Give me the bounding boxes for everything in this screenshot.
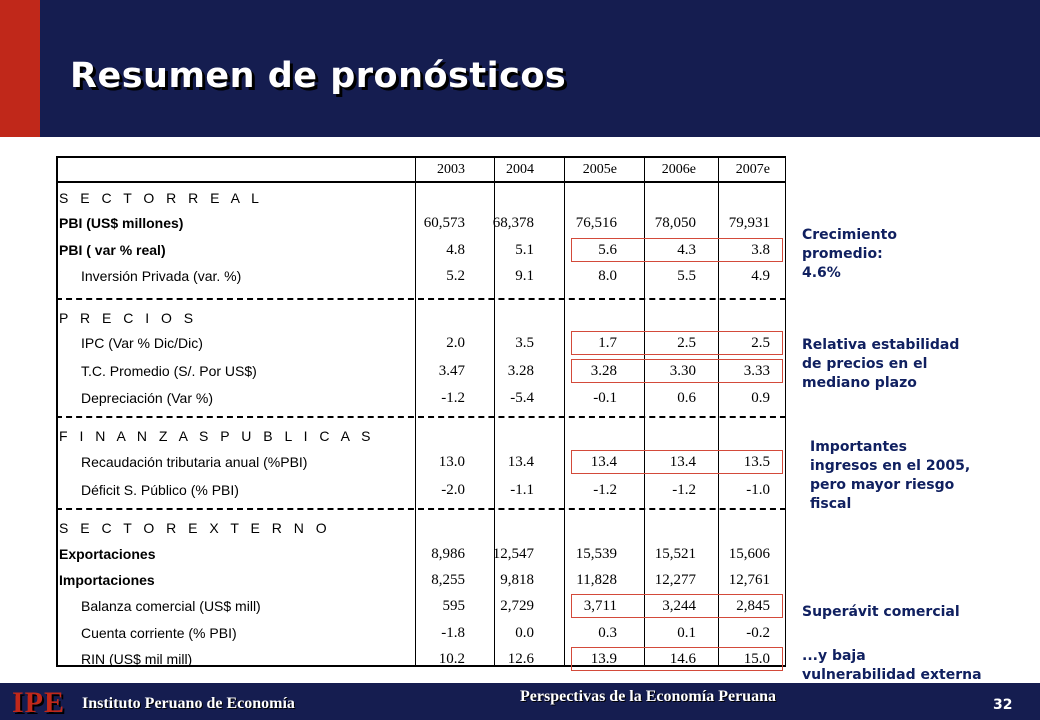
- row-label: Recaudación tributaria anual (%PBI): [81, 454, 308, 470]
- table-cell: 68,378: [492, 215, 534, 231]
- ipe-logo: IPE: [12, 686, 66, 719]
- year-header: 2004: [506, 162, 534, 177]
- table-cell: 0.6: [677, 390, 696, 406]
- table-cell: 4.9: [751, 268, 770, 284]
- table-cell: 15.0: [743, 651, 770, 667]
- table-cell: -1.2: [593, 482, 617, 498]
- note-superavit: Superávit comercial: [802, 604, 960, 620]
- table-cell: 3.47: [438, 363, 465, 379]
- section-heading: S E C T O R R E A L: [59, 190, 263, 206]
- table-cell: -0.2: [746, 625, 770, 641]
- row-label: Déficit S. Público (% PBI): [81, 482, 239, 498]
- note-crecimiento: Crecimiento promedio: 4.6%: [802, 227, 897, 281]
- table-cell: -1.0: [746, 482, 770, 498]
- table-cell: 0.3: [598, 625, 617, 641]
- table-cell: 3.30: [669, 363, 696, 379]
- table-cell: 11,828: [576, 572, 617, 588]
- table-cell: 9.1: [515, 268, 534, 284]
- year-header: 2003: [437, 162, 465, 177]
- table-row: [57, 211, 787, 235]
- highlight-box-tc: [571, 359, 783, 383]
- table-cell: 14.6: [669, 651, 696, 667]
- table-cell: 79,931: [728, 215, 770, 231]
- table-cell: 15,521: [654, 546, 696, 562]
- table-cell: 13.4: [507, 454, 534, 470]
- highlight-box-balanza: [571, 594, 783, 618]
- page-title: Resumen de pronósticos: [70, 56, 567, 96]
- footer-title: Perspectivas de la Economía Peruana: [520, 688, 776, 705]
- table-cell: 12,761: [728, 572, 770, 588]
- table-cell: 9,818: [500, 572, 534, 588]
- section-heading-row: [57, 424, 787, 448]
- highlight-box-ipc: [571, 331, 783, 355]
- row-label: Inversión Privada (var. %): [81, 268, 242, 284]
- table-cell: 3.8: [751, 242, 770, 258]
- row-label: Balanza comercial (US$ mill): [81, 598, 261, 614]
- highlight-box-pbi: [571, 238, 783, 262]
- table-cell: 60,573: [423, 215, 465, 231]
- row-label: Importaciones: [59, 572, 155, 588]
- section-divider: [56, 416, 786, 418]
- table-cell: 1.7: [598, 335, 617, 351]
- table-cell: 4.8: [446, 242, 465, 258]
- table-cell: 2.0: [446, 335, 465, 351]
- table-cell: -2.0: [441, 482, 465, 498]
- table-row: [57, 568, 787, 592]
- table-cell: 8,255: [431, 572, 465, 588]
- table-cell: 5.2: [446, 268, 465, 284]
- table-row: [57, 386, 787, 410]
- table-cell: 4.3: [677, 242, 696, 258]
- table-cell: 3.28: [590, 363, 617, 379]
- highlight-box-recaudacion: [571, 450, 783, 474]
- section-divider: [56, 298, 786, 300]
- table-cell: 13.9: [590, 651, 617, 667]
- table-cell: 13.5: [743, 454, 770, 470]
- table-cell: 3.28: [507, 363, 534, 379]
- red-accent-bar: [0, 0, 40, 137]
- table-cell: 3.33: [743, 363, 770, 379]
- row-label: PBI ( var % real): [59, 242, 166, 258]
- note-precios: Relativa estabilidad de precios en el mediano plazo: [802, 337, 960, 391]
- highlight-box-rin: [571, 647, 783, 671]
- title-banner: [0, 0, 1040, 137]
- page-number: 32: [993, 697, 1013, 713]
- table-cell: -1.1: [510, 482, 534, 498]
- table-cell: 3.5: [515, 335, 534, 351]
- table-cell: 12,547: [492, 546, 534, 562]
- section-heading-row: [57, 516, 787, 540]
- year-header: 2005e: [582, 162, 617, 177]
- table-cell: 3,711: [583, 598, 617, 614]
- row-label: IPC (Var % Dic/Dic): [81, 335, 203, 351]
- row-label: RIN (US$ mil mill): [81, 651, 193, 667]
- section-heading: S E C T O R E X T E R N O: [59, 520, 331, 536]
- table-cell: 12.6: [507, 651, 534, 667]
- table-cell: 15,606: [728, 546, 770, 562]
- table-cell: -1.2: [672, 482, 696, 498]
- year-header: 2006e: [661, 162, 696, 177]
- row-label: T.C. Promedio (S/. Por US$): [81, 363, 257, 379]
- table-cell: 595: [442, 598, 465, 614]
- table-cell: 8.0: [598, 268, 617, 284]
- table-cell: 3,244: [662, 598, 696, 614]
- table-cell: 0.1: [677, 625, 696, 641]
- year-header-row: [57, 158, 787, 182]
- table-cell: 2,845: [736, 598, 770, 614]
- table-row: [57, 542, 787, 566]
- table-cell: 78,050: [654, 215, 696, 231]
- table-row: [57, 621, 787, 645]
- table-cell: 5.6: [598, 242, 617, 258]
- section-heading: P R E C I O S: [59, 310, 198, 326]
- table-cell: 13.4: [669, 454, 696, 470]
- table-cell: 2,729: [500, 598, 534, 614]
- table-cell: 12,277: [654, 572, 696, 588]
- table-cell: 5.5: [677, 268, 696, 284]
- table-cell: 13.0: [438, 454, 465, 470]
- row-label: Depreciación (Var %): [81, 390, 214, 406]
- table-cell: 76,516: [575, 215, 617, 231]
- table-cell: -5.4: [510, 390, 534, 406]
- row-label: Cuenta corriente (% PBI): [81, 625, 237, 641]
- table-cell: 15,539: [575, 546, 617, 562]
- row-label: PBI (US$ millones): [59, 215, 184, 231]
- table-cell: 2.5: [751, 335, 770, 351]
- section-heading-row: [57, 186, 787, 210]
- table-cell: 13.4: [590, 454, 617, 470]
- table-cell: 10.2: [438, 651, 465, 667]
- table-cell: 0.9: [751, 390, 770, 406]
- table-cell: -1.8: [441, 625, 465, 641]
- row-label: Exportaciones: [59, 546, 156, 562]
- table-cell: -0.1: [593, 390, 617, 406]
- table-cell: 8,986: [431, 546, 465, 562]
- table-row: [57, 264, 787, 288]
- table-cell: 2.5: [677, 335, 696, 351]
- note-fiscal: Importantes ingresos en el 2005, pero mayor riesgo fiscal: [810, 439, 971, 512]
- section-divider: [56, 508, 786, 510]
- note-vulnerabilidad: ...y baja vulnerabilidad externa: [802, 648, 982, 683]
- table-cell: 0.0: [515, 625, 534, 641]
- section-heading-row: [57, 306, 787, 330]
- table-row: [57, 478, 787, 502]
- table-cell: 5.1: [515, 242, 534, 258]
- institute-name: Instituto Peruano de Economía: [82, 695, 295, 712]
- footer-bar: [0, 683, 1040, 720]
- year-header: 2007e: [735, 162, 770, 177]
- table-cell: -1.2: [441, 390, 465, 406]
- section-heading: F I N A N Z A S P U B L I C A S: [59, 428, 375, 444]
